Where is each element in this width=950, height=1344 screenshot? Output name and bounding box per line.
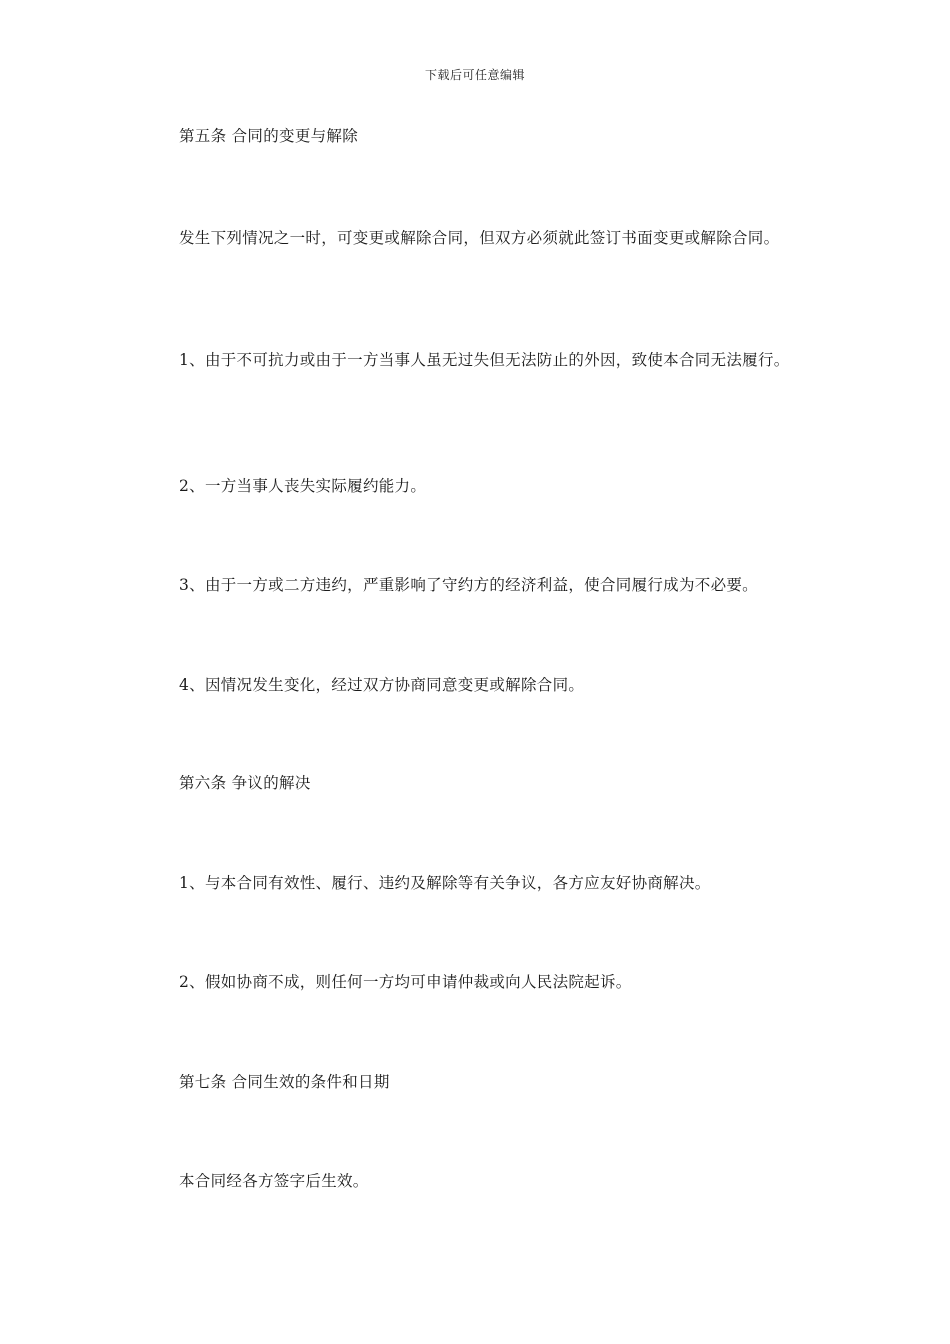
article-6-item-2: 2、假如协商不成，则任何一方均可申请仲裁或向人民法院起诉。 [179, 973, 632, 991]
article-6-item-1: 1、与本合同有效性、履行、违约及解除等有关争议，各方应友好协商解决。 [179, 874, 711, 892]
article-7-title: 第七条 合同生效的条件和日期 [179, 1073, 390, 1091]
article-7-body: 本合同经各方签字后生效。 [179, 1172, 369, 1190]
article-5-item-1: 1、由于不可抗力或由于一方当事人虽无过失但无法防止的外因，致使本合同无法履行。 [179, 351, 790, 369]
article-5-item-4: 4、因情况发生变化，经过双方协商同意变更或解除合同。 [179, 676, 585, 694]
article-5-item-3: 3、由于一方或二方违约，严重影响了守约方的经济利益，使合同履行成为不必要。 [179, 576, 758, 594]
page-header-note: 下载后可任意编辑 [424, 68, 525, 82]
article-5-item-2: 2、一方当事人丧失实际履约能力。 [179, 477, 427, 495]
article-5-title: 第五条 合同的变更与解除 [179, 127, 359, 145]
article-5-intro: 发生下列情况之一时，可变更或解除合同，但双方必须就此签订书面变更或解除合同。 [179, 229, 780, 247]
article-6-title: 第六条 争议的解决 [179, 774, 311, 792]
